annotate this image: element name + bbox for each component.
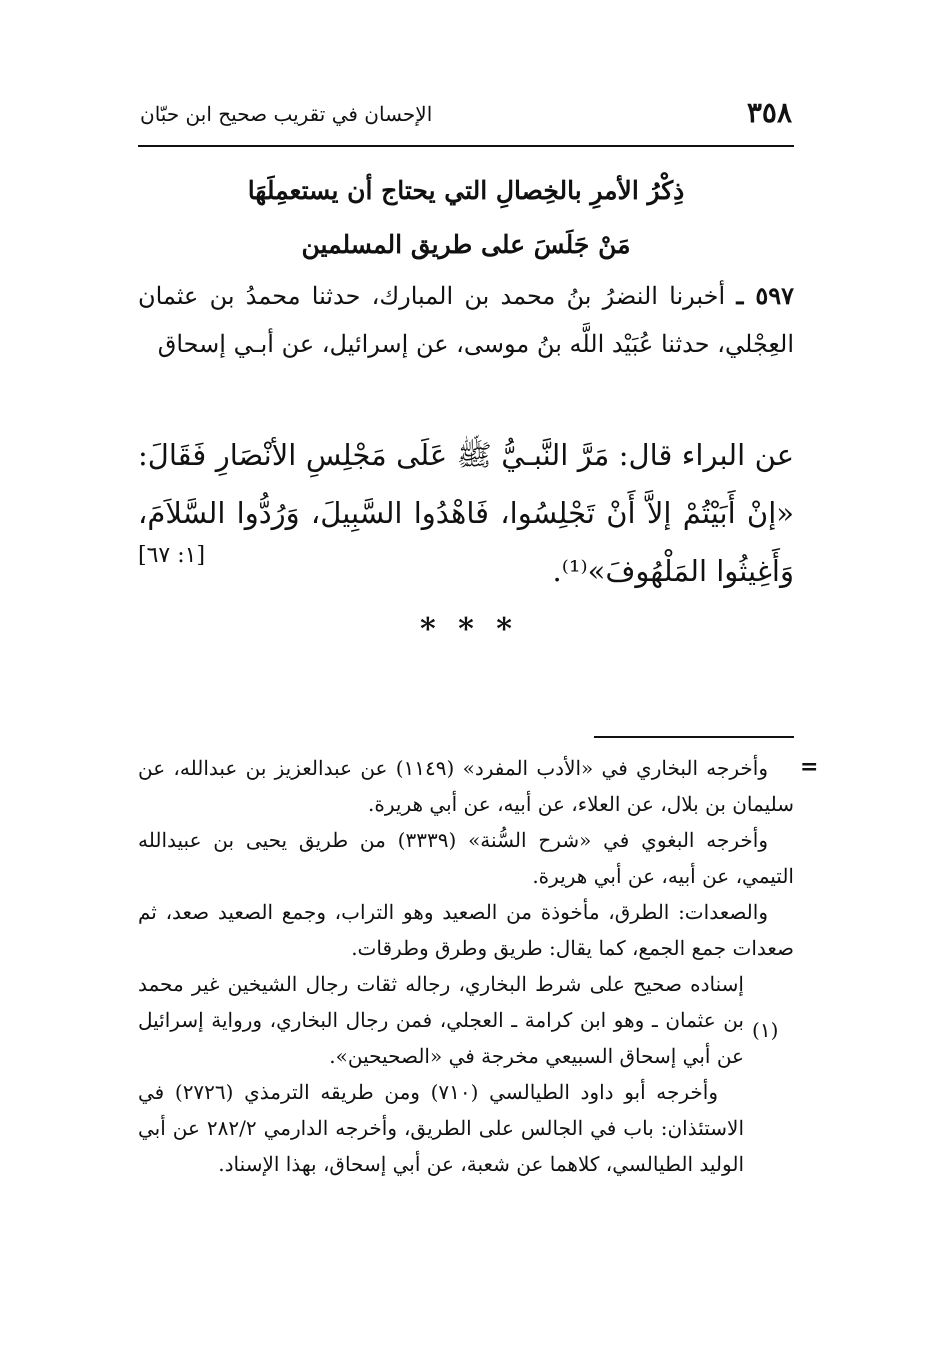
footnotes (138, 750, 794, 1182)
chapter-title (138, 164, 794, 272)
footnote-rule (594, 736, 794, 738)
footnote-paragraph: وأخرجه أبو داود الطيالسي (٧١٠) ومن طريقه الترمذي (٢٧٢٦) في الاستئذان: باب في الجالس على الطريق، وأخرجه الدارمي ٢٨٢/٢ عن أبي الوليد الطيالسي، كلاهما عن شعبة، عن أبي إسحاق، بهذا الإسناد. (138, 1080, 745, 1176)
chapter-title-line-2: مَنْ جَلَسَ على طريق المسلمين (301, 230, 631, 259)
chapter-title-line-1: ذِكْرُ الأمرِ بالخِصالِ التي يحتاج أن يستعمِلَهَا (247, 176, 685, 205)
page-number: ٣٥٨ (746, 96, 792, 129)
footnote-paragraph: إسناده صحيح على شرط البخاري، رجاله ثقات رجال الشيخين غير محمد بن عثمان ـ وهو ابن كرامة ـ العجلي، فمن رجال البخاري، ورواية إسرائيل عن أبي إسحاق السبيعي مخرجة في «الصحيحين». (138, 972, 744, 1068)
footnote-1-number: (١) (752, 1018, 779, 1042)
hadith-isnad (138, 272, 794, 368)
footnote-paragraph: والصعدات: الطرق، مأخوذة من الصعيد وهو التراب، وجمع الصعيد صعد، ثم صعدات جمع الجمع، كما يقال: طريق وطرق وطرقات. (138, 900, 794, 960)
footnote-continued (138, 750, 794, 966)
running-title: الإحسان في تقريب صحيح ابن حبّان (140, 102, 433, 126)
page-header (138, 96, 794, 136)
footnote-1 (138, 966, 794, 1182)
section-separator: * * * (420, 612, 518, 647)
hadith-matn: عن البراء قال: مَرَّ النَّبـيُّ ﷺ عَلَى مَجْلِسِ الأنْصَارِ فَقَالَ: «إنْ أَبَيْتُمْ إلاَّ أَنْ تَجْلِسُوا، فَاهْدُوا السَّبِيلَ، وَرُدُّوا السَّلاَمَ، وَأَغِيثُوا المَلْهُوفَ»⁽¹⁾. (138, 438, 794, 588)
footnote-continuation-marker: = (800, 754, 819, 780)
hadith-number: ٥٩٧ ـ (736, 281, 794, 310)
hadith-reference: [١: ٦٧] (138, 543, 206, 568)
footnote-paragraph: وأخرجه البخاري في «الأدب المفرد» (١١٤٩) عن عبدالعزيز بن عبدالله، عن سليمان بن بلال، عن العلاء، عن أبيه، عن أبي هريرة. (138, 756, 794, 816)
header-rule (138, 145, 794, 147)
footnote-paragraph: وأخرجه البغوي في «شرح السُّنة» (٣٣٣٩) من طريق يحيى بن عبيدالله التيمي، عن أبيه، عن أبي هريرة. (138, 828, 794, 888)
isnad-text: أخبرنا النضرُ بنُ محمد بن المبارك، حدثنا محمدُ بن عثمان العِجْلي، حدثنا عُبَيْد اللَّه بنُ موسى، عن إسرائيل، عن أبـي إسحاق (138, 282, 794, 358)
